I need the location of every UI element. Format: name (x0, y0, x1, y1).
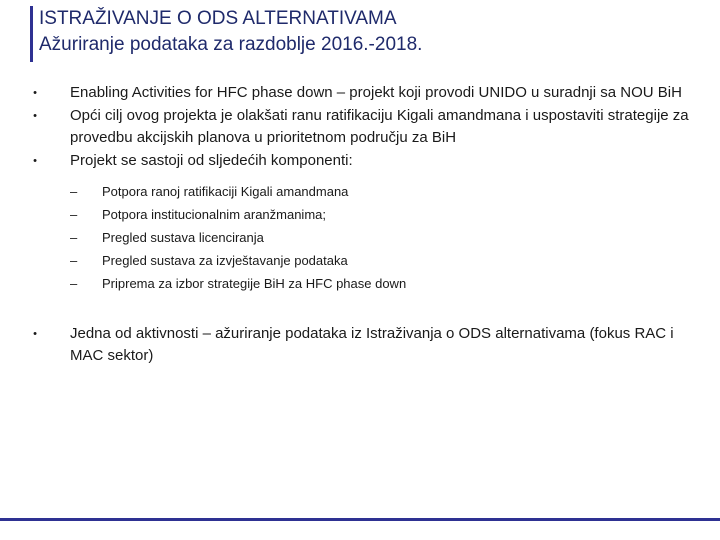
bullet-icon: • (33, 87, 37, 99)
dash-icon: – (70, 253, 78, 268)
sub-item (30, 249, 690, 272)
sub-item-text: Potpora ranoj ratifikaciji Kigali amandmana (102, 184, 349, 199)
title-block (30, 6, 422, 62)
dash-icon: – (70, 230, 78, 245)
dash-icon: – (70, 207, 78, 222)
sub-item (30, 272, 690, 295)
sub-item-text: Potpora institucionalnim aranžmanima; (102, 207, 326, 222)
sub-item (30, 180, 690, 203)
content-body (30, 82, 690, 368)
bullet-text: Jedna od aktivnosti – ažuriranje podataka iz Istraživanja o ODS alternativama (fokus RAC i MAC sektor) (70, 325, 674, 364)
slide-subtitle: Ažuriranje podataka za razdoblje 2016.-2018. (39, 34, 423, 55)
sub-item (30, 226, 690, 249)
bullet-item (30, 105, 690, 149)
bullet-item (30, 150, 690, 172)
bullet-item (30, 323, 690, 367)
slide-title: ISTRAŽIVANJE O ODS ALTERNATIVAMA (39, 8, 397, 29)
sub-item-text: Pregled sustava za izvještavanje podataka (102, 253, 348, 268)
bullet-item (30, 82, 690, 104)
dash-icon: – (70, 184, 78, 199)
sub-item (30, 203, 690, 226)
bullet-text: Enabling Activities for HFC phase down – projekt koji provodi UNIDO u suradnji sa NOU BiH (70, 84, 682, 101)
bullet-text: Opći cilj ovog projekta je olakšati ranu ratifikaciju Kigali amandmana i uspostaviti strategije za provedbu akcijskih planova u prioritetnom području za BiH (70, 107, 689, 146)
bullet-icon: • (33, 328, 37, 340)
bullet-text: Projekt se sastoji od sljedećih komponenti: (70, 152, 353, 169)
sub-item-text: Priprema za izbor strategije BiH za HFC phase down (102, 276, 407, 291)
component-list (30, 180, 690, 295)
bullet-icon: • (33, 110, 37, 122)
sub-item-text: Pregled sustava licenciranja (102, 230, 264, 245)
footer-divider (0, 518, 720, 521)
bullet-icon: • (33, 155, 37, 167)
dash-icon: – (70, 276, 78, 291)
